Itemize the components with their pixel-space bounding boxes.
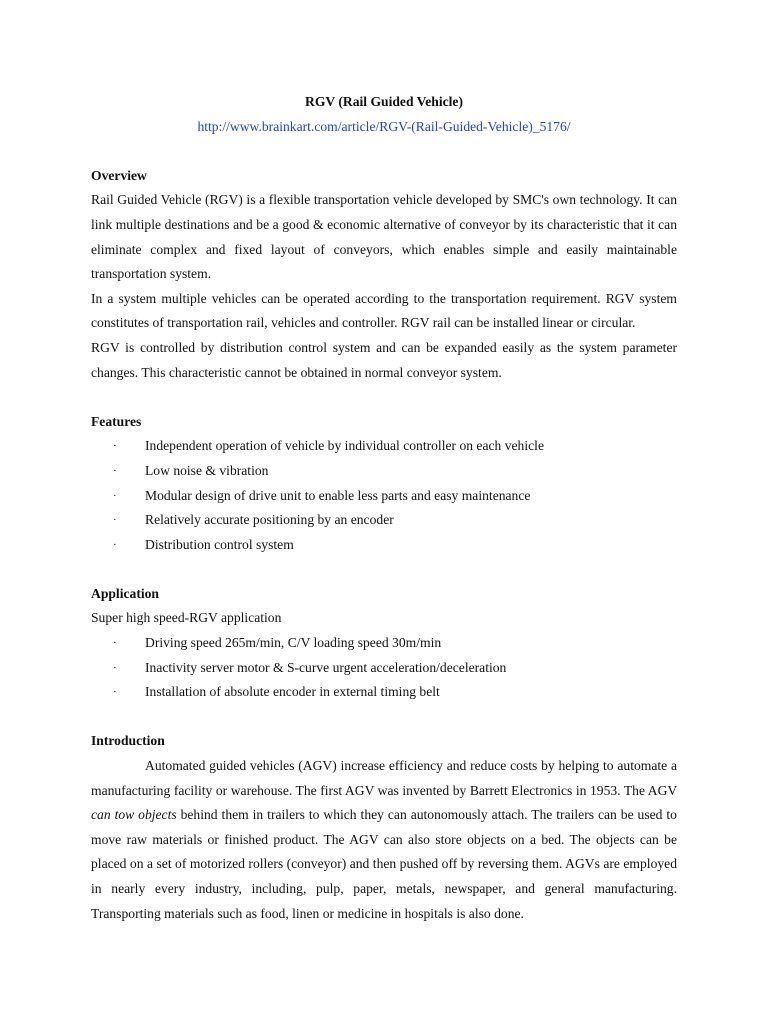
overview-heading: Overview: [91, 167, 147, 183]
list-item-text: Relatively accurate positioning by an encoder: [145, 512, 394, 528]
list-item: [91, 508, 677, 533]
list-item-text: Driving speed 265m/min, C/V loading speed 30m/min: [145, 635, 442, 651]
bullet-icon: ·: [113, 489, 117, 502]
bullet-icon: ·: [113, 464, 117, 477]
spacer: [91, 385, 677, 410]
bullet-icon: ·: [113, 637, 117, 650]
bullet-icon: ·: [113, 686, 117, 699]
list-item-text: Installation of absolute encoder in external timing belt: [145, 684, 440, 700]
spacer: [91, 705, 677, 730]
application-list: [91, 631, 677, 705]
spacer: [91, 139, 677, 164]
introduction-text-end: behind them in trailers to which they can autonomously attach. The trailers can be used to move raw materials or finished product. The AGV can also store objects on a bed. The objects can be placed on a set of motorized rollers (conveyor) and then pushed off by reversing them. AGVs are employed in nearly every industry, including, pulp, paper, metals, newspaper, and general manufacturing. Transporting materials such as food, linen or medicine in hospitals is also done.: [91, 807, 677, 921]
introduction-text-start: Automated guided vehicles (AGV) increase efficiency and reduce costs by helping to automate a manufacturing facility or warehouse. The first AGV was invented by Barrett Electronics in 1953. The AGV: [91, 758, 677, 798]
bullet-icon: ·: [113, 661, 117, 674]
features-list: [91, 434, 677, 557]
application-heading: Application: [91, 585, 159, 601]
introduction-paragraph: [91, 754, 677, 926]
list-item-text: Inactivity server motor & S-curve urgent acceleration/deceleration: [145, 659, 507, 675]
spacer: [91, 557, 677, 582]
list-item: [91, 656, 677, 681]
list-item: [91, 533, 677, 558]
application-subtitle: Super high speed-RGV application: [91, 610, 282, 626]
overview-paragraph-1: Rail Guided Vehicle (RGV) is a flexible transportation vehicle developed by SMC's own technology. It can link multiple destinations and be a good & economic alternative of conveyor by its characteristic that it can eliminate complex and fixed layout of conveyors, which enables simple and easily maintainable transportation system.: [91, 192, 677, 282]
bullet-icon: ·: [113, 514, 117, 527]
list-item-text: Independent operation of vehicle by individual controller on each vehicle: [145, 438, 544, 454]
features-heading: Features: [91, 413, 142, 429]
bullet-icon: ·: [113, 538, 117, 551]
source-link[interactable]: http://www.brainkart.com/article/RGV-(Rail-Guided-Vehicle)_5176/: [197, 118, 571, 134]
list-item: [91, 680, 677, 705]
list-item: [91, 484, 677, 509]
bullet-icon: ·: [113, 440, 117, 453]
list-item-text: Modular design of drive unit to enable less parts and easy maintenance: [145, 487, 531, 503]
page-title: RGV (Rail Guided Vehicle): [305, 94, 463, 109]
source-link-line: [91, 115, 677, 140]
list-item: [91, 459, 677, 484]
introduction-italic-phrase: can tow objects: [91, 807, 177, 823]
overview-paragraph-3: RGV is controlled by distribution control system and can be expanded easily as the system parameter changes. This characteristic cannot be obtained in normal conveyor system.: [91, 339, 677, 380]
list-item: [91, 434, 677, 459]
list-item-text: Low noise & vibration: [145, 462, 269, 478]
introduction-heading: Introduction: [91, 733, 165, 749]
list-item-text: Distribution control system: [145, 536, 294, 552]
overview-paragraph-2: In a system multiple vehicles can be operated according to the transportation requirement. RGV system constitutes of transportation rail, vehicles and controller. RGV rail can be installed linear or circular.: [91, 290, 677, 331]
list-item: [91, 631, 677, 656]
